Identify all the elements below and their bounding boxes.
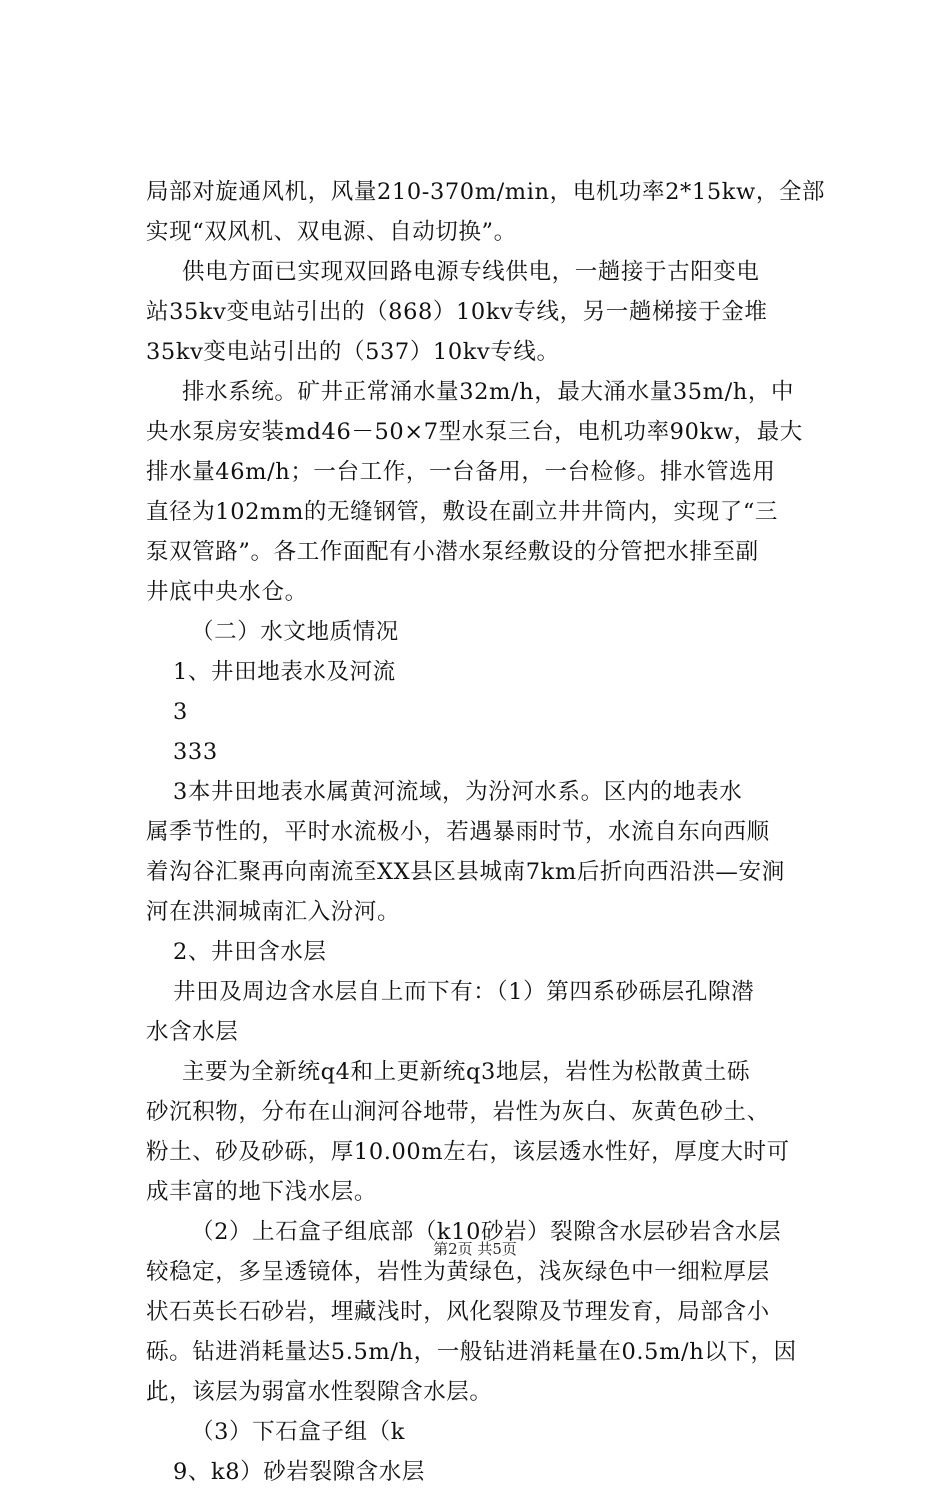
text-line: 主要为全新统q4和上更新统q3地层，岩性为松散黄土砾 xyxy=(182,1059,751,1085)
text-line: 2、井田含水层 xyxy=(173,939,327,965)
text-line: （二）水文地质情况 xyxy=(191,619,399,645)
text-line: 排水系统。矿井正常涌水量32m/h，最大涌水量35m/h，中 xyxy=(182,379,795,405)
text-line: 供电方面已实现双回路电源专线供电，一趟接于古阳变电 xyxy=(182,259,760,285)
text-line: 央水泵房安装md46－50×7型水泵三台，电机功率90kw，最大 xyxy=(146,419,803,445)
text-line: 实现“双风机、双电源、自动切换”。 xyxy=(146,219,517,245)
text-line: 直径为102mm的无缝钢管，敷设在副立井井筒内，实现了“三 xyxy=(146,499,779,525)
text-line: 状石英长石砂岩，埋藏浅时，风化裂隙及节理发育，局部含小 xyxy=(146,1299,770,1325)
text-line: 砾。钻进消耗量达5.5m/h，一般钻进消耗量在0.5m/h以下，因 xyxy=(146,1339,797,1365)
text-line: 3本井田地表水属黄河流域，为汾河水系。区内的地表水 xyxy=(173,779,743,805)
text-line: 35kv变电站引出的（537）10kv专线。 xyxy=(146,339,560,365)
text-line: 粉土、砂及砂砾，厚10.00m左右，该层透水性好，厚度大时可 xyxy=(146,1139,790,1165)
page-footer: 第2页 共5页 xyxy=(433,1240,517,1258)
text-line: 砂沉积物，分布在山涧河谷地带，岩性为灰白、灰黄色砂土、 xyxy=(146,1099,770,1125)
text-line: 此，该层为弱富水性裂隙含水层。 xyxy=(146,1379,493,1405)
text-line: 9、k8）砂岩裂隙含水层 xyxy=(173,1459,425,1485)
text-line: 属季节性的，平时水流极小，若遇暴雨时节，水流自东向西顺 xyxy=(146,819,770,845)
document-body xyxy=(146,172,836,1492)
text-line: （3）下石盒子组（k xyxy=(191,1419,405,1445)
text-line: 333 xyxy=(173,739,218,765)
text-line: 井底中央水仓。 xyxy=(146,579,308,605)
text-line: 着沟谷汇聚再向南流至XX县区县城南7km后折向西沿洪—安涧 xyxy=(146,859,785,885)
text-line: 井田及周边含水层自上而下有：（1）第四系砂砾层孔隙潜 xyxy=(173,979,755,1005)
text-line: 河在洪洞城南汇入汾河。 xyxy=(146,899,401,925)
text-line: 泵双管路”。各工作面配有小潜水泵经敷设的分管把水排至副 xyxy=(146,539,759,565)
text-line: （2）上石盒子组底部（k10砂岩）裂隙含水层砂岩含水层 xyxy=(191,1219,782,1245)
text-line: 局部对旋通风机，风量210-370m/min，电机功率2*15kw，全部 xyxy=(146,179,826,205)
text-line: 1、井田地表水及河流 xyxy=(173,659,396,685)
text-line: 水含水层 xyxy=(146,1019,239,1045)
text-line: 成丰富的地下浅水层。 xyxy=(146,1179,378,1205)
text-line: 较稳定，多呈透镜体，岩性为黄绿色，浅灰绿色中一细粒厚层 xyxy=(146,1259,770,1285)
text-line: 站35kv变电站引出的（868）10kv专线，另一趟梯接于金堆 xyxy=(146,299,768,325)
text-line: 排水量46m/h；一台工作，一台备用，一台检修。排水管选用 xyxy=(146,459,776,485)
text-line: 3 xyxy=(173,699,188,725)
